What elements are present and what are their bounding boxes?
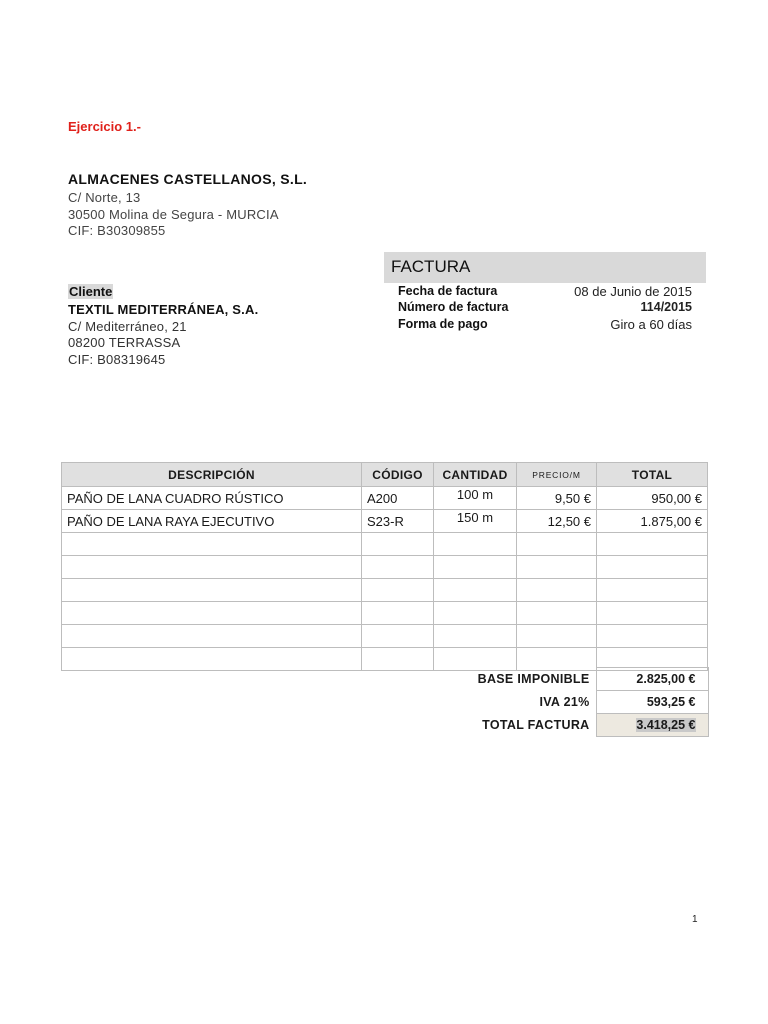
- totals-table: [414, 667, 709, 737]
- client-city: 08200 TERRASSA: [68, 335, 181, 350]
- row-code: [362, 533, 434, 556]
- row-code: [362, 625, 434, 648]
- row-price: [517, 556, 597, 579]
- row-description: [62, 556, 362, 579]
- invoice-number-label: Número de factura: [398, 300, 509, 314]
- company-name: ALMACENES CASTELLANOS, S.L.: [68, 171, 308, 187]
- row-price: [517, 602, 597, 625]
- table-row: [62, 510, 708, 533]
- client-label: Cliente: [69, 284, 113, 299]
- invoice-date-label: Fecha de factura: [398, 284, 498, 298]
- row-total: 1.875,00 €: [597, 510, 708, 533]
- company-cif: CIF: B30309855: [68, 223, 166, 238]
- header-code: CÓDIGO: [362, 463, 434, 487]
- total-label: TOTAL FACTURA: [482, 718, 590, 732]
- row-description: [62, 648, 362, 671]
- row-total: [597, 533, 708, 556]
- row-code: A200: [362, 487, 434, 510]
- row-quantity: [434, 533, 517, 556]
- table-row: [62, 602, 708, 625]
- company-city: 30500 Molina de Segura - MURCIA: [68, 207, 279, 222]
- row-description: [62, 579, 362, 602]
- row-total: [597, 625, 708, 648]
- row-total: [597, 579, 708, 602]
- row-description: PAÑO DE LANA RAYA EJECUTIVO: [62, 510, 362, 533]
- row-quantity: [434, 602, 517, 625]
- row-quantity: [434, 579, 517, 602]
- invoice-date-value: 08 de Junio de 2015: [574, 284, 692, 299]
- items-table-header: [62, 463, 708, 487]
- exercise-title: Ejercicio 1.-: [68, 119, 141, 134]
- payment-method-label: Forma de pago: [398, 317, 488, 331]
- row-total: [597, 556, 708, 579]
- table-row: [62, 625, 708, 648]
- client-cif: CIF: B08319645: [68, 352, 166, 367]
- total-value: 3.418,25 €: [636, 718, 696, 732]
- row-total: [597, 602, 708, 625]
- row-description: [62, 533, 362, 556]
- row-total: 950,00 €: [597, 487, 708, 510]
- iva-value: 593,25 €: [596, 691, 708, 714]
- row-price: [517, 579, 597, 602]
- total-row: [414, 714, 708, 737]
- page-number: 1: [692, 914, 698, 925]
- row-code: S23-R: [362, 510, 434, 533]
- iva-label: IVA 21%: [539, 695, 590, 709]
- base-row: [414, 668, 708, 691]
- header-description: DESCRIPCIÓN: [62, 463, 362, 487]
- header-total: TOTAL: [597, 463, 708, 487]
- table-row: [62, 533, 708, 556]
- total-value-cell: [596, 714, 708, 737]
- base-value: 2.825,00 €: [596, 668, 708, 691]
- document-title: FACTURA: [391, 257, 471, 276]
- table-row: [62, 556, 708, 579]
- row-quantity: [434, 625, 517, 648]
- row-quantity: 150 m: [434, 510, 517, 533]
- items-table: [61, 462, 708, 671]
- invoice-number-value: 114/2015: [640, 300, 692, 314]
- row-quantity: 100 m: [434, 487, 517, 510]
- row-code: [362, 602, 434, 625]
- iva-row: [414, 691, 708, 714]
- client-name: TEXTIL MEDITERRÁNEA, S.A.: [68, 302, 259, 317]
- payment-method-value: Giro a 60 días: [610, 317, 692, 332]
- base-label: BASE IMPONIBLE: [477, 672, 590, 686]
- client-address: C/ Mediterráneo, 21: [68, 319, 187, 334]
- document-title-box: [384, 252, 706, 283]
- header-quantity: CANTIDAD: [434, 463, 517, 487]
- row-quantity: [434, 556, 517, 579]
- row-code: [362, 579, 434, 602]
- row-price: 12,50 €: [517, 510, 597, 533]
- company-address: C/ Norte, 13: [68, 190, 141, 205]
- header-price: PRECIO/M: [517, 463, 597, 487]
- table-row: [62, 579, 708, 602]
- row-description: [62, 625, 362, 648]
- row-price: [517, 533, 597, 556]
- row-code: [362, 556, 434, 579]
- row-price: [517, 625, 597, 648]
- row-price: 9,50 €: [517, 487, 597, 510]
- table-row: [62, 487, 708, 510]
- row-description: PAÑO DE LANA CUADRO RÚSTICO: [62, 487, 362, 510]
- row-description: [62, 602, 362, 625]
